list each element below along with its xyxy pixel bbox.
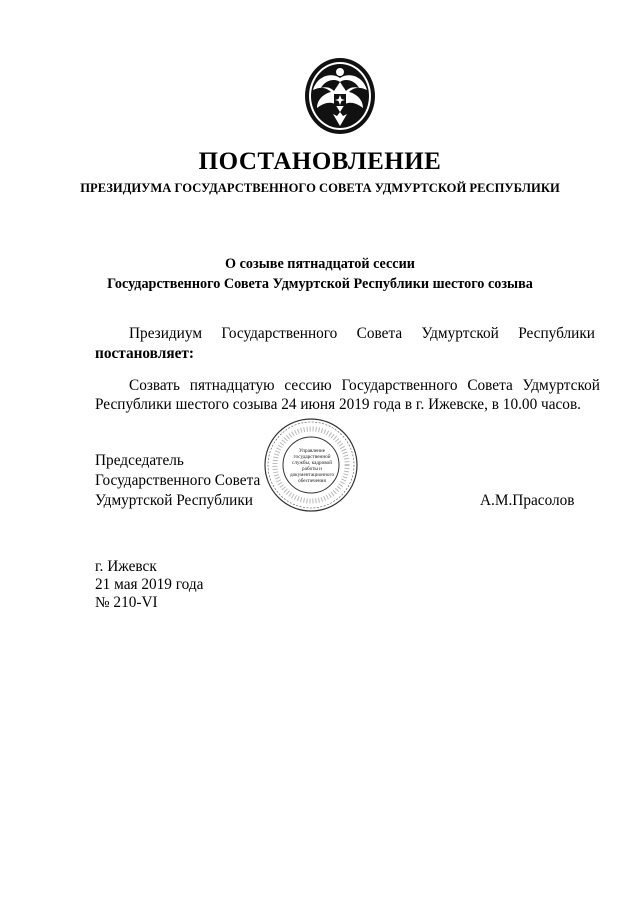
signatory-position-line-3: Удмуртской Республики bbox=[95, 492, 253, 509]
intro-word: Совета bbox=[356, 325, 403, 342]
intro-word: Республики bbox=[518, 325, 595, 342]
body-word: Удмуртской bbox=[522, 377, 600, 394]
seal-inner-text: Управление государственной службы, кадровой работы и документационного обеспечения bbox=[289, 448, 335, 484]
intro-word: Президиум bbox=[129, 325, 202, 342]
document-subtitle: ПРЕЗИДИУМА ГОСУДАРСТВЕННОГО СОВЕТА УДМУРТСКОЙ РЕСПУБЛИКИ bbox=[80, 181, 560, 195]
body-word: Совета bbox=[467, 377, 513, 394]
document-date: 21 мая 2019 года bbox=[95, 576, 204, 593]
signatory-name: А.М.Прасолов bbox=[480, 492, 575, 509]
subject-line-1: О созыве пятнадцатой сессии bbox=[225, 256, 415, 272]
coat-of-arms-icon bbox=[303, 56, 377, 136]
body-word: Созвать bbox=[129, 377, 180, 394]
document-city: г. Ижевск bbox=[95, 558, 157, 575]
intro-word: Государственного bbox=[221, 325, 338, 342]
signatory-position-line-2: Государственного Совета bbox=[95, 472, 261, 489]
subject-line-2: Государственного Совета Удмуртской Республики шестого созыва bbox=[107, 276, 533, 292]
document-number: № 210-VI bbox=[95, 594, 158, 611]
decree-word: постановляет: bbox=[95, 345, 194, 362]
body-word: сессию bbox=[284, 377, 332, 394]
body-line-2: Республики шестого созыва 24 июня 2019 года в г. Ижевске, в 10.00 часов. bbox=[95, 396, 582, 413]
document-title: ПОСТАНОВЛЕНИЕ bbox=[198, 148, 442, 175]
signatory-position-line-1: Председатель bbox=[95, 452, 184, 469]
intro-word: Удмуртской bbox=[421, 325, 499, 342]
intro-line-1 bbox=[95, 325, 595, 343]
body-word: пятнадцатую bbox=[189, 377, 275, 394]
body-line-1 bbox=[95, 377, 600, 395]
body-word: Государственного bbox=[341, 377, 458, 394]
